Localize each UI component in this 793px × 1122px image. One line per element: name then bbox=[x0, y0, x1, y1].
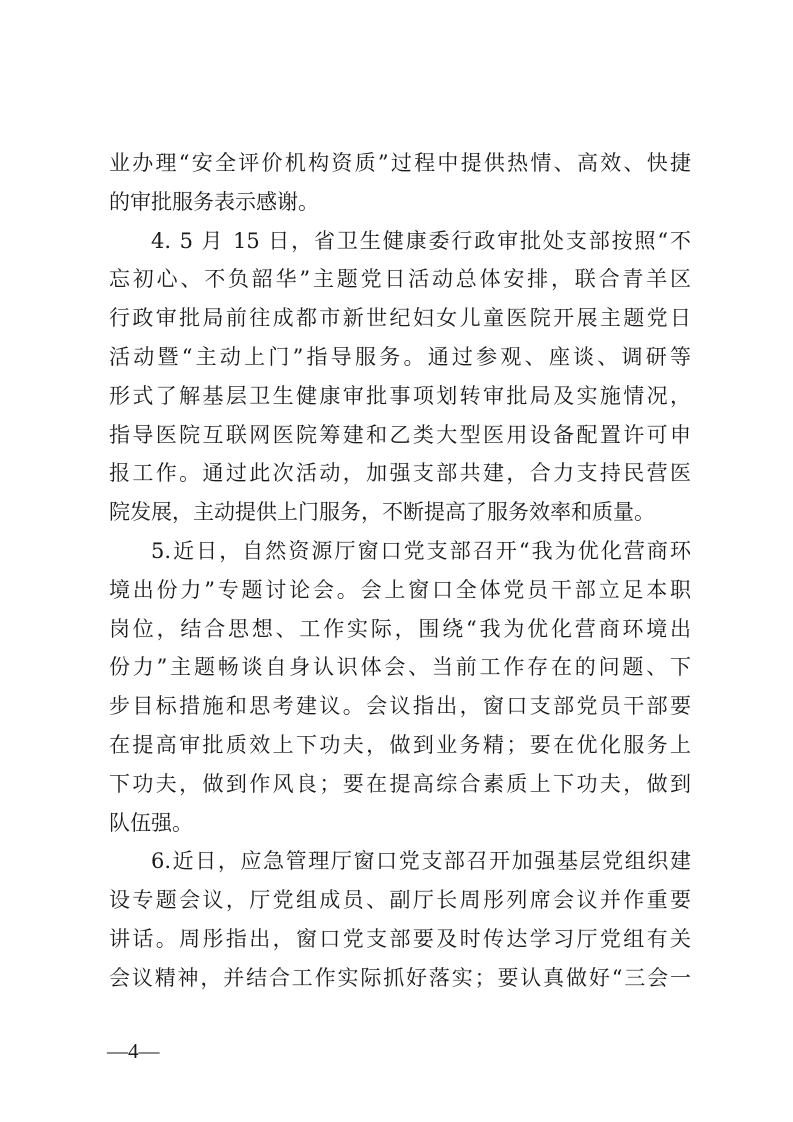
text-line: 会议精神，并结合工作实际抓好落实；要认真做好“三会一 bbox=[109, 965, 691, 990]
text-line: 指导医院互联网医院筹建和乙类大型医用设备配置许可申 bbox=[109, 422, 691, 447]
paragraph-item-6 bbox=[109, 842, 691, 997]
text-line: 忘初心、不负韶华”主题党日活动总体安排，联合青羊区 bbox=[109, 267, 691, 292]
text-line: 的审批服务表示感谢。 bbox=[109, 189, 319, 214]
text-line: 业办理“安全评价机构资质”过程中提供热情、高效、快捷 bbox=[109, 151, 691, 175]
text-line: 报工作。通过此次活动，加强支部共建，合力支持民营医 bbox=[109, 461, 691, 486]
text-line: 下功夫，做到作风良；要在提高综合素质上下功夫，做到 bbox=[109, 771, 691, 796]
page-number: —4— bbox=[107, 1039, 160, 1063]
text-line: 活动暨“主动上门”指导服务。通过参观、座谈、调研等 bbox=[109, 344, 691, 369]
text-line: 5.近日，自然资源厅窗口党支部召开“我为优化营商环 bbox=[151, 538, 691, 563]
paragraph-item-5 bbox=[109, 532, 691, 842]
text-line: 在提高审批质效上下功夫，做到业务精；要在优化服务上 bbox=[109, 732, 691, 757]
text-line: 队伍强。 bbox=[109, 810, 193, 835]
text-line: 行政审批局前往成都市新世纪妇女儿童医院开展主题党日 bbox=[109, 306, 691, 331]
text-line: 形式了解基层卫生健康审批事项划转审批局及实施情况， bbox=[109, 383, 691, 408]
text-line: 4. 5 月 15 日，省卫生健康委行政审批处支部按照“不 bbox=[151, 228, 691, 253]
paragraph-item-4 bbox=[109, 222, 691, 532]
text-line: 设专题会议，厅党组成员、副厅长周彤列席会议并作重要 bbox=[109, 888, 691, 913]
text-line: 份力”主题畅谈自身认识体会、当前工作存在的问题、下 bbox=[109, 655, 691, 680]
paragraph-continued bbox=[109, 144, 691, 222]
document-body bbox=[109, 144, 691, 998]
text-line: 境出份力”专题讨论会。会上窗口全体党员干部立足本职 bbox=[109, 577, 691, 602]
text-line: 步目标措施和思考建议。会议指出，窗口支部党员干部要 bbox=[109, 694, 691, 719]
text-line: 院发展，主动提供上门服务，不断提高了服务效率和质量。 bbox=[109, 500, 655, 525]
text-line: 岗位，结合思想、工作实际，围绕“我为优化营商环境出 bbox=[109, 616, 691, 641]
text-line: 6.近日，应急管理厅窗口党支部召开加强基层党组织建 bbox=[151, 849, 691, 874]
text-line: 讲话。周彤指出，窗口党支部要及时传达学习厅党组有关 bbox=[109, 926, 691, 951]
